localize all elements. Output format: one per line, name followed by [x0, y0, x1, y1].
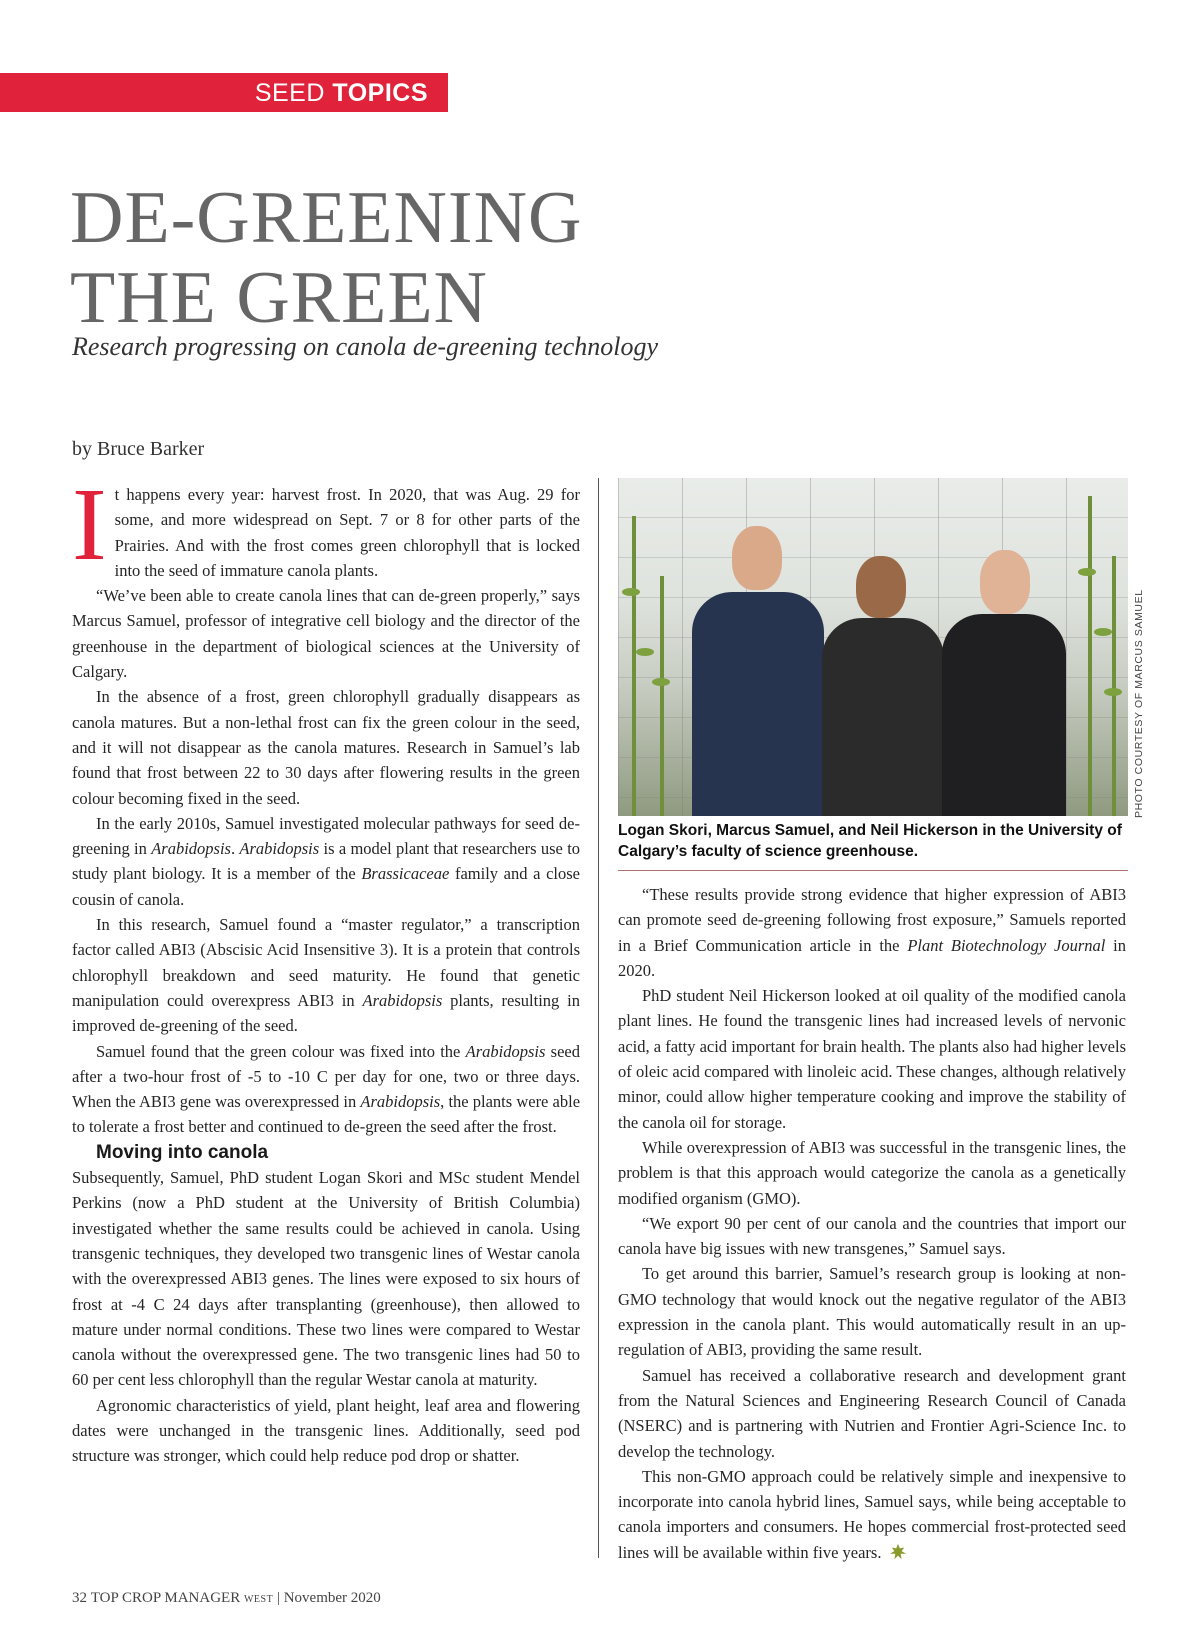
- text-run: .: [230, 839, 240, 859]
- species-name: Arabidopsis: [465, 1041, 546, 1061]
- plant-stem: [1088, 496, 1092, 816]
- paragraph: In the absence of a frost, green chlorophyll gradually disappears as canola matures. But a non-lethal frost can fix the green colour in the seed, and it will not disappear as the canola matures. Research in Samuel’s lab found that frost between 22 to 30 days after flowering results in the green colour becoming fixed in the seed.: [72, 687, 580, 808]
- person-shirt: [942, 614, 1066, 816]
- byline: by Bruce Barker: [72, 438, 205, 460]
- paragraph: [72, 1039, 580, 1140]
- section-label-word1: SEED: [254, 79, 325, 107]
- column-divider: [598, 478, 599, 1558]
- text-run: This non-GMO approach could be relatively simple and inexpensive to incorporate into canola hybrid lines, Samuel says, while being acceptable to canola importers and consumers. He hopes commercial frost-protected seed lines will be available within five years.: [618, 1466, 1126, 1562]
- headline-line2: THE GREEN: [70, 257, 488, 339]
- plant-stem: [660, 576, 664, 816]
- species-name: Arabidopsis: [151, 839, 231, 859]
- plant-leaf: [652, 678, 670, 686]
- family-name: Brassicaceae: [361, 864, 450, 884]
- text-run: family and a close cousin of canola.: [72, 864, 581, 909]
- paragraph: While overexpression of ABI3 was successful in the transgenic lines, the problem is that this approach would categorize the canola as a genetically modified organism (GMO).: [618, 1137, 1126, 1208]
- paragraph: “We export 90 per cent of our canola and the countries that import our canola have big issues with new transgenes,” Samuel says.: [618, 1213, 1126, 1259]
- journal-name: Plant Biotechnology Journal: [907, 935, 1106, 955]
- canola-leaf-icon: [889, 1543, 907, 1561]
- section-label-word2: TOPICS: [332, 79, 428, 107]
- species-name: Arabidopsis: [360, 1092, 441, 1112]
- right-column: [618, 882, 1126, 1565]
- paragraph: [72, 467, 580, 583]
- person-head: [980, 550, 1030, 614]
- paragraph: To get around this barrier, Samuel’s research group is looking at non-GMO technology that would knock out the negative regulator of the ABI3 expression in the canola plant. This would automatically result in an up-regulation of ABI3, providing the same result.: [618, 1264, 1126, 1360]
- plant-leaf: [622, 588, 640, 596]
- plant-leaf: [1094, 628, 1112, 636]
- section-banner: [0, 73, 448, 112]
- article-headline: [70, 178, 582, 338]
- paragraph: PhD student Neil Hickerson looked at oil quality of the modified canola plant lines. He found the transgenic lines had increased levels of nervonic acid, a fatty acid important for brain health. The plants also had higher levels of oleic acid compared with linoleic acid. These changes, although relatively minor, could allow higher temperature cooking and improve the stability of the canola oil for storage.: [618, 986, 1126, 1132]
- text-run: in 2020.: [618, 935, 1126, 980]
- text-run: plants, resulting in improved de-greening of the seed.: [72, 990, 580, 1036]
- page-footer: [72, 1590, 381, 1607]
- paragraph: [72, 811, 580, 912]
- paragraph: Samuel has received a collaborative research and development grant from the Natural Sciences and Engineering Research Council of Canada (NSERC) and is partnering with Nutrien and Frontier Agri-Science Inc. to develop the technology.: [618, 1365, 1126, 1461]
- greenhouse-photo: [618, 478, 1128, 816]
- magazine-edition: WEST: [243, 1594, 274, 1605]
- person-head: [856, 556, 906, 618]
- plant-stem: [632, 516, 636, 816]
- paragraph: “We’ve been able to create canola lines that can de-green properly,” says Marcus Samuel, professor of integrative cell biology and the director of the greenhouse in the department of biological sciences at the University of Calgary.: [72, 586, 580, 682]
- plant-leaf: [636, 648, 654, 656]
- species-name: Arabidopsis: [362, 990, 443, 1010]
- text-run: In this research, Samuel found a “master regulator,” a transcription factor called ABI3 (Abscisic Acid Insensitive 3). It is a protein that controls chlorophyll breakdown and seed maturity. He found that genetic manipulation could overexpress ABI3 in: [72, 915, 580, 1010]
- paragraph: [618, 1464, 1126, 1565]
- person-head: [732, 526, 782, 590]
- paragraph: Agronomic characteristics of yield, plant height, leaf area and flowering dates were unchanged in the transgenic lines. Additionally, seed pod structure was stronger, which could help reduce pod drop or shatter.: [72, 1395, 580, 1466]
- section-subhead: Moving into canola: [96, 1141, 269, 1163]
- left-column: [72, 467, 581, 1469]
- photo-credit: PHOTO COURTESY OF MARCUS SAMUEL: [1133, 589, 1145, 818]
- text-run: , the plants were able to tolerate a frost better and continued to de-green the seed after the frost.: [72, 1092, 581, 1137]
- text-run: seed after a two-hour frost of -5 to -10 C per day for one, two or three days. When the ABI3 gene was overexpressed in: [72, 1041, 580, 1112]
- issue-date: November 2020: [283, 1590, 381, 1606]
- text-run: “These results provide strong evidence that higher expression of ABI3 can promote seed de-greening following frost exposure,” Samuels reported in a Brief Communication article in the: [618, 885, 1126, 955]
- text-run: is a model plant that researchers use to study plant biology. It is a member of the: [72, 839, 581, 884]
- person-left: [688, 526, 828, 816]
- plant-stem: [1112, 556, 1116, 816]
- plant-leaf: [1104, 688, 1122, 696]
- paragraph: [72, 912, 580, 1038]
- footer-separator: |: [276, 1590, 280, 1606]
- magazine-name: TOP CROP MANAGER: [90, 1590, 241, 1606]
- person-center: [818, 556, 948, 816]
- plant-leaf: [1078, 568, 1096, 576]
- paragraph: [618, 882, 1126, 983]
- text-run: In the early 2010s, Samuel investigated molecular pathways for seed de-greening in: [72, 813, 580, 859]
- paragraph: Subsequently, Samuel, PhD student Logan Skori and MSc student Mendel Perkins (now a PhD student at the University of British Columbia) investigated whether the same results could be achieved in canola. Using transgenic techniques, they developed two transgenic lines of Westar canola with the overexpressed ABI3 genes. The lines were exposed to six hours of frost at -4 C 24 days after transplanting (greenhouse), then allowed to mature under normal conditions. These two lines were compared to Westar canola without the overexpressed gene. The two transgenic lines had 50 to 60 per cent less chlorophyll than the regular Westar canola at maturity.: [72, 1168, 580, 1390]
- person-shirt: [822, 618, 944, 816]
- paragraph-text: t happens every year: harvest frost. In 2020, that was Aug. 29 for some, and more widespread on Sept. 7 or 8 for other parts of the Prairies. And with the frost comes green chlorophyll that is locked into the seed of immature canola plants.: [114, 485, 580, 580]
- headline-line1: DE-GREENING: [70, 177, 583, 259]
- drop-cap: I: [72, 467, 107, 582]
- caption-divider: [618, 870, 1128, 871]
- species-name: Arabidopsis: [239, 839, 320, 859]
- person-right: [938, 550, 1070, 816]
- page-number: 32: [72, 1590, 87, 1606]
- article-deck: Research progressing on canola de-greening technology: [72, 332, 659, 361]
- photo-caption: Logan Skori, Marcus Samuel, and Neil Hickerson in the University of Calgary’s faculty of science greenhouse.: [618, 822, 1122, 860]
- section-label: [255, 78, 428, 108]
- person-shirt: [692, 592, 824, 816]
- text-run: Samuel found that the green colour was fixed into the: [96, 1041, 466, 1061]
